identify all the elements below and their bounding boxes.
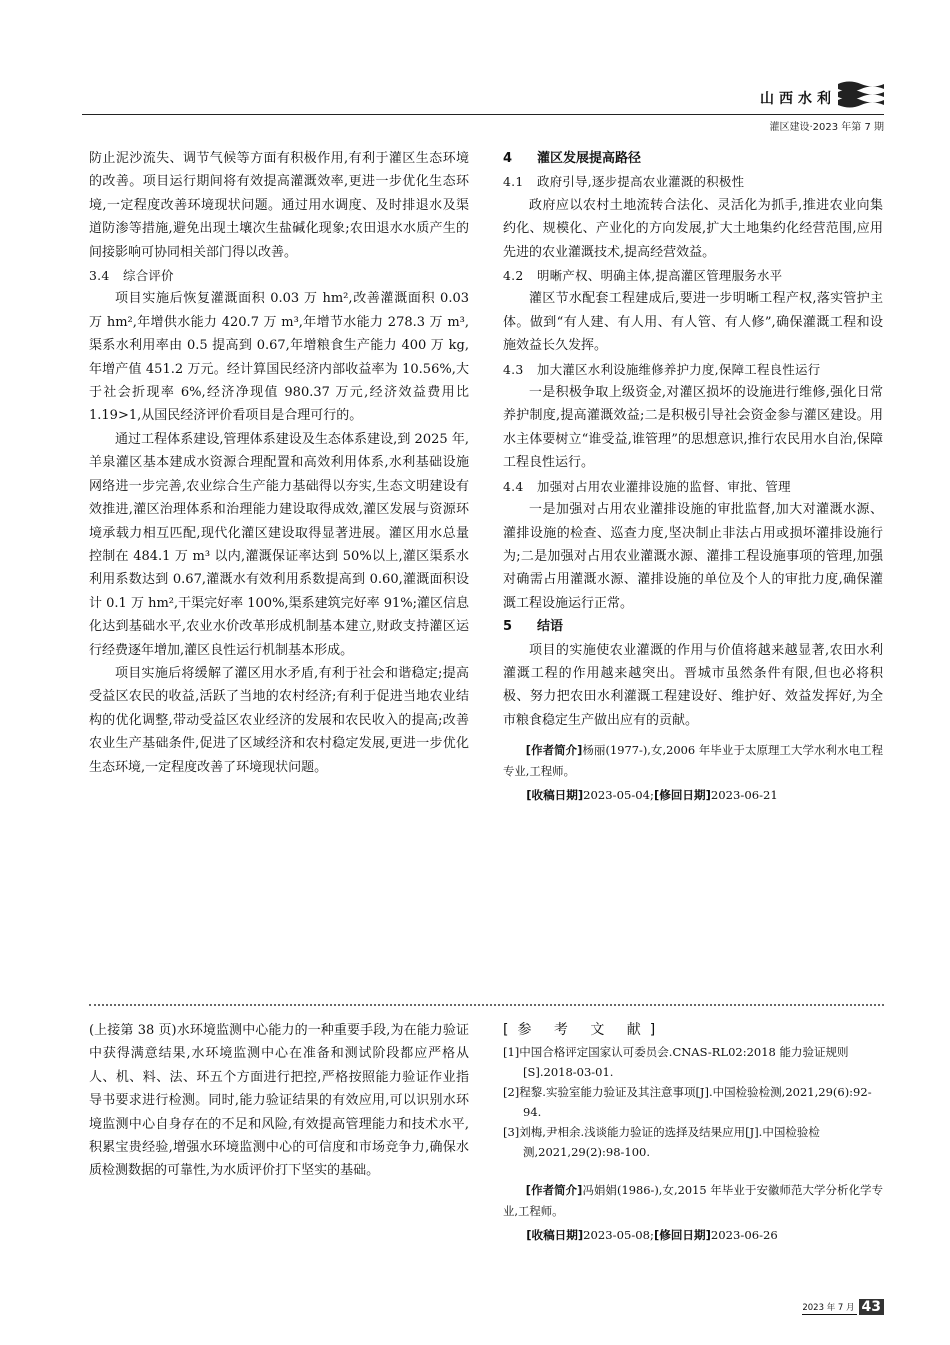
- section-4-4-heading: [503, 475, 883, 498]
- author-label: [作者简介]: [525, 1183, 583, 1198]
- right-column: [503, 147, 883, 806]
- section-title: 结语: [537, 619, 564, 635]
- paragraph-4-4: 一是加强对占用农业灌排设施的审批监督,加大对灌溉水源、灌排设施的检查、巡查力度,坚决制止非法占用或损坏灌排设施行为;二是加强对占用农业灌溉水源、灌排工程设施事项的管理,加强对确需占用灌溉水源、灌排设施的单位及个人的审批力度,确保灌溉工程设施运行正常。: [503, 502, 883, 611]
- section-4-1-heading: [503, 170, 883, 193]
- reference-item: [3]刘梅,尹相余.浅谈能力验证的选择及结果应用[J].中国检验检测,2021,29(2):98-100.: [503, 1125, 820, 1160]
- received-label: [收稿日期]: [526, 1228, 584, 1243]
- section-title: 灌区发展提高路径: [537, 151, 642, 166]
- section-title: 加大灌区水利设施维修养护力度,保障工程良性运行: [537, 361, 821, 377]
- bottom-left-column: [89, 1019, 469, 1183]
- continued-paragraph: (上接第 38 页)水环境监测中心能力的一种重要手段,为在能力验证中获得满意结果,水环境监测中心在准备和测试阶段都应严格从人、机、料、法、环五个方面进行把控,严格按照能力验证作业指导书要求进行检测。同时,能力验证结果的有效应用,可以识别水环境监测中心自身存在的不足和风险,有效提高管理能力和技术水平,积累宝贵经验,增强水环境监测中心的可信度和市场竞争力,确保水质检测数据的可靠性,为水质评价打下坚实的基础。: [89, 1023, 469, 1179]
- section-number: 5: [503, 619, 513, 635]
- left-paragraph-4: 项目实施后将缓解了灌区用水矛盾,有利于社会和谐稳定;提高受益区农民的收益,活跃了当地的农村经济;有利于促进当地农业结构的优化调整,带动受益区农业经济的发展和农民收入的提高;改善农业生产基础条件,促进了区域经济和农村稳定发展,更进一步优化生态环境,一定程度改善了环境现状问题。: [89, 665, 469, 775]
- date-note: [503, 785, 883, 806]
- section-title: 明晰产权、明确主体,提高灌区管理服务水平: [537, 268, 783, 284]
- paragraph-4-3: 一是积极争取上级资金,对灌区损坏的设施进行维修,强化日常养护制度,提高灌溉效益;二是积极引导社会资金参与灌区建设。用水主体要树立“谁受益,谁管理”的思想意识,推行农民用水自治,保障工程良性运行。: [503, 385, 883, 471]
- page-number: 43: [859, 1299, 884, 1315]
- waves-logo-icon: [838, 80, 884, 110]
- revised-label: [修回日期]: [653, 1228, 711, 1243]
- author-label: [作者简介]: [525, 743, 583, 758]
- left-paragraph-1: 防止泥沙流失、调节气候等方面有积极作用,有利于灌区生态环境的改善。项目运行期间将有效提高灌溉效率,更进一步优化生态环境,一定程度改善环境现状问题。通过用水调度、及时排退水及渠道防渗等措施,避免出现土壤次生盐碱化现象;农田退水水质产生的间接影响可协同相关部门得以改善。: [89, 151, 469, 260]
- left-column: [89, 147, 469, 779]
- received-date: 2023-05-04;: [583, 788, 654, 803]
- page-footer: [802, 1299, 884, 1315]
- section-number: 4.3: [503, 361, 524, 377]
- left-paragraph-2: 项目实施后恢复灌溉面积 0.03 万 hm²,改善灌溉面积 0.03 万 hm²,年增供水能力 420.7 万 m³,年增节水能力 278.3 万 m³,渠系水利用率由 0.5 提高到 0.67,年增粮食生产能力 400 万 kg,年增产值 451.2 万元。经计算国民经济内部收益率为 10.56%,大于社会折现率 6%,经济净现值 980.37 万元,经济效益费用比 1.19>1,从国民经济评价看项目是合理可行的。: [89, 291, 469, 424]
- received-label: [收稿日期]: [526, 788, 584, 803]
- references-title: [参 考 文 献]: [503, 1022, 665, 1038]
- footer-date: 2023 年 7 月: [802, 1303, 855, 1313]
- section-title: 加强对占用农业灌排设施的监督、审批、管理: [537, 478, 791, 494]
- dotted-divider: [89, 1004, 884, 1006]
- section-title: 综合评价: [123, 268, 174, 284]
- author-text: 冯娟娟(1986-),女,2015 年毕业于安徽师范大学分析化学专业,工程师。: [503, 1183, 883, 1218]
- reference-item: [2]程黎.实验室能力验证及其注意事项[J].中国检验检测,2021,29(6):92-94.: [503, 1085, 872, 1120]
- revised-label: [修回日期]: [653, 788, 711, 803]
- bottom-right-column: [503, 1019, 883, 1246]
- paragraph-5: 项目的实施使农业灌溉的作用与价值将越来越显著,农田水利灌溉工程的作用越来越突出。晋城市虽然条件有限,但也必将积极、努力把农田水利灌溉工程建设好、维护好、效益发挥好,为全市粮食稳定生产做出应有的贡献。: [503, 642, 883, 728]
- section-number: 4.1: [503, 174, 524, 190]
- header-rule: [82, 114, 884, 115]
- paragraph-4-2: 灌区节水配套工程建成后,要进一步明晰工程产权,落实管护主体。做到“有人建、有人用、有人管、有人修”,确保灌溉工程和设施效益长久发挥。: [503, 291, 883, 354]
- date-note: [503, 1225, 883, 1246]
- section-5-heading: [503, 615, 883, 638]
- section-number: 4.4: [503, 478, 524, 494]
- author-note: [503, 740, 883, 781]
- section-number: 4.2: [503, 268, 524, 284]
- section-4-2-heading: [503, 264, 883, 287]
- paragraph-4-1: 政府应以农村土地流转合法化、灵活化为抓手,推进农业向集约化、规模化、产业化的方向发展,扩大土地集约化经营范围,应用先进的农业灌溉技术,提高经营效益。: [503, 197, 883, 260]
- left-paragraph-3: 通过工程体系建设,管理体系建设及生态体系建设,到 2025 年,羊泉灌区基本建成水资源合理配置和高效利用体系,水利基础设施网络进一步完善,农业综合生产能力基础得以夯实,生态文明建设有效推进,灌区治理体系和治理能力建设取得成效,灌区发展与资源环境承载力相互匹配,现代化灌区建设取得显著进展。灌区用水总量控制在 484.1 万 m³ 以内,灌溉保证率达到 50%以上,灌区渠系水利用系数达到 0.67,灌溉水有效利用系数提高到 0.60,灌溉面积设计 0.1 万 hm²,干渠完好率 100%,渠系建筑完好率 91%;灌区信息化达到基础水平,农业水价改革形成机制基本建立,财政支持灌区运行经费逐年增加,灌区良性运行机制基本形成。: [89, 431, 469, 658]
- journal-title: 山西水利: [760, 91, 836, 107]
- section-3-4-heading: [89, 264, 469, 287]
- revised-date: 2023-06-21: [710, 788, 778, 803]
- section-4-3-heading: [503, 358, 883, 381]
- reference-item: [1]中国合格评定国家认可委员会.CNAS-RL02:2018 能力验证规则[S].2018-03-01.: [503, 1045, 849, 1080]
- issue-subtitle: 灌区建设·2023 年第 7 期: [769, 122, 884, 133]
- revised-date: 2023-06-26: [710, 1228, 778, 1243]
- author-note: [503, 1180, 883, 1221]
- section-title: 政府引导,逐步提高农业灌溉的积极性: [537, 174, 745, 190]
- section-number: 3.4: [89, 268, 110, 284]
- section-4-heading: [503, 147, 883, 170]
- section-number: 4: [503, 151, 513, 166]
- received-date: 2023-05-08;: [583, 1228, 654, 1243]
- author-text: 杨丽(1977-),女,2006 年毕业于太原理工大学水利水电工程专业,工程师。: [503, 743, 883, 778]
- reference-list: [503, 1042, 883, 1162]
